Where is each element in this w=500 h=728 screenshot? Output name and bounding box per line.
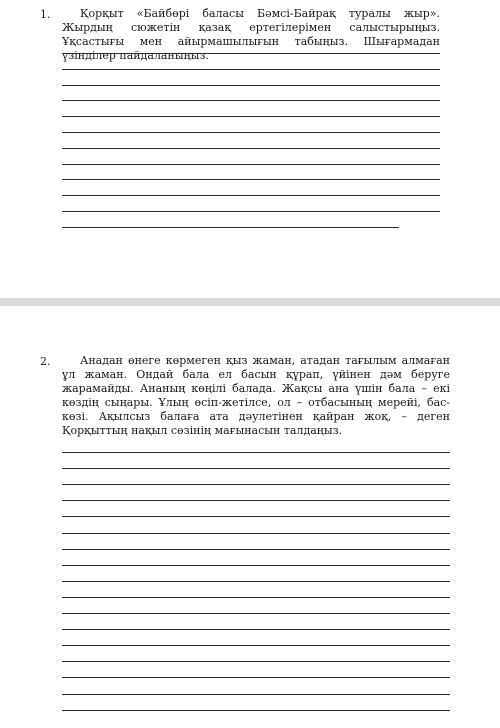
answer-line[interactable]: [62, 661, 450, 662]
answer-line[interactable]: [62, 132, 440, 133]
question-1-text: Қорқыт «Байбөрі баласы Бәмсі-Байрақ туралы жыр». Жырдың сюжетін қазақ ертегілерімен салыстырыңыз. Ұқсастығы мен айырмашылығын табыңыз. Шығармадан үзінділер пайдаланыңыз.: [62, 7, 440, 62]
answer-line[interactable]: [62, 148, 440, 149]
answer-line[interactable]: [62, 484, 450, 485]
answer-line[interactable]: [62, 645, 450, 646]
answer-line[interactable]: [62, 53, 440, 54]
worksheet-page-1: [0, 0, 500, 298]
question-2-number: 2.: [40, 355, 51, 368]
page-separator: [0, 298, 500, 306]
question-2-text: Анадан өнеге көрмеген қыз жаман, атадан тағылым алмаған ұл жаман. Ондай бала ел басын құрап, үйінен дәм беруге жарамайды. Ананың көңілі балада. Жақсы ана үшін бала – екі көздің сыңары. Ұлың өсіп-жетілсе, ол – отбасының мерейі, бас-көзі. Ақылсыз балаға ата дәулетінен қайран жоқ, – деген Қорқыттың нақыл сөзінің мағынасын талдаңыз.: [62, 354, 450, 437]
answer-line[interactable]: [62, 500, 450, 501]
answer-line[interactable]: [62, 100, 440, 101]
answer-line[interactable]: [62, 565, 450, 566]
answer-line[interactable]: [62, 581, 450, 582]
answer-line[interactable]: [62, 516, 450, 517]
answer-line[interactable]: [62, 69, 440, 70]
answer-line[interactable]: [62, 452, 450, 453]
question-1-number: 1.: [40, 8, 51, 21]
answer-line[interactable]: [62, 549, 450, 550]
answer-line[interactable]: [62, 164, 440, 165]
answer-line[interactable]: [62, 710, 450, 711]
answer-line[interactable]: [62, 613, 450, 614]
answer-line[interactable]: [62, 85, 440, 86]
answer-line[interactable]: [62, 227, 399, 228]
answer-line[interactable]: [62, 629, 450, 630]
answer-line[interactable]: [62, 116, 440, 117]
answer-line[interactable]: [62, 468, 450, 469]
answer-line[interactable]: [62, 211, 440, 212]
answer-line[interactable]: [62, 677, 450, 678]
answer-line[interactable]: [62, 179, 440, 180]
answer-line[interactable]: [62, 533, 450, 534]
answer-line[interactable]: [62, 597, 450, 598]
worksheet-page-2: [0, 306, 500, 728]
answer-line[interactable]: [62, 694, 450, 695]
answer-line[interactable]: [62, 195, 440, 196]
